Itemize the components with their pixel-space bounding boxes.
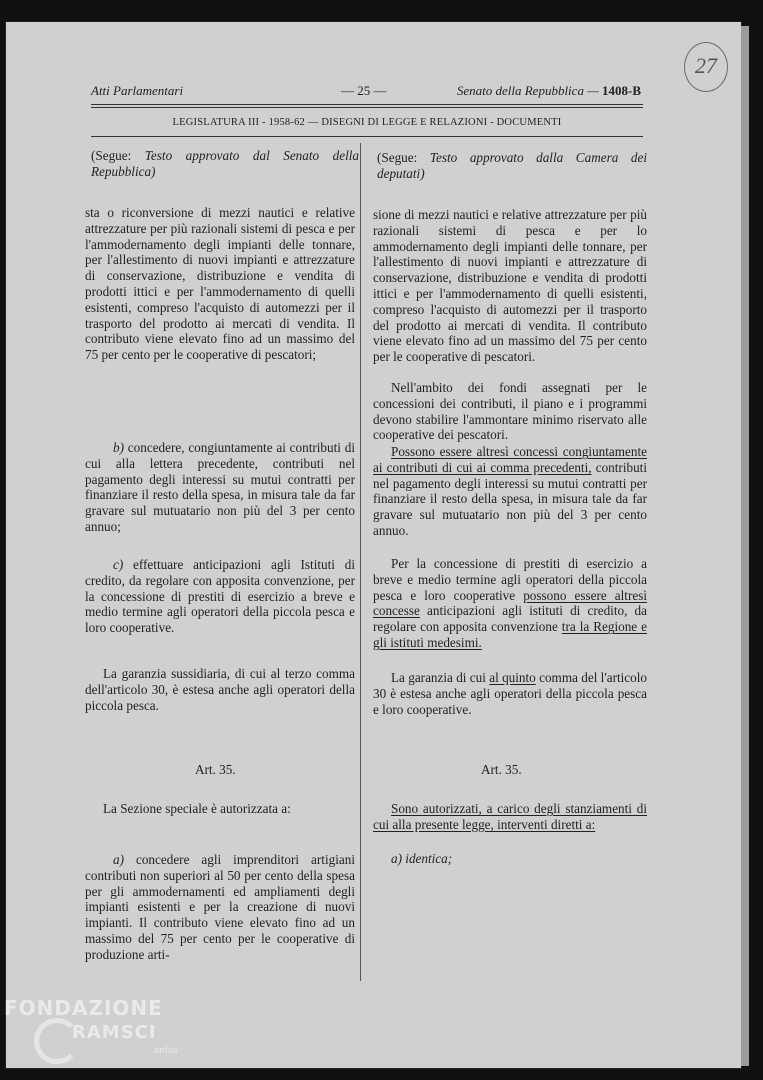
- right-segue: [377, 150, 647, 182]
- watermark-logo: [4, 996, 179, 1056]
- left-p3-text: effettuare anticipazioni agli Istituti di credito, da regolare con apposita convenzione, per la concessione di prestiti di esercizio a breve e medio termine agli operatori della piccola pesca e loro cooperative.: [85, 557, 355, 636]
- right-p3-text: contributi nel pagamento degli interessi su mutui contratti per finanziare il resto della spesa, in misura tale da far gravare sul mutuatario non più del 3 per cento annuo.: [373, 459, 647, 538]
- page-number: — 25 —: [341, 83, 387, 98]
- left-segue-prefix: (Segue:: [91, 148, 132, 163]
- right-p5-text-b: comma del l'articolo 30 è estesa anche agli operatori della piccola pesca e loro cooperative.: [373, 670, 647, 717]
- right-p7: [373, 851, 647, 867]
- right-p5: [373, 670, 647, 717]
- left-p1: sta o riconversione di mezzi nautici e relative attrezzature per più razionali sistemi di pesca e per l'ammodernamento degli impianti delle tonnare, per l'allestimento di nuovi impianti e attrezzature di conservazione, distribuzione e vendita di prodotti ittici e per l'ammodernamento di quelli esistenti, compreso l'acquisto di automezzi per il trasporto del prodotto ai mercati di vendita. Il contributo viene elevato fino ad un massimo del 75 per cento per le cooperative di pescatori;: [85, 205, 355, 363]
- left-p2: [85, 440, 355, 535]
- right-p3: [373, 444, 647, 539]
- handwritten-page-number: 27: [684, 42, 728, 92]
- right-article-heading: Art. 35.: [481, 762, 522, 777]
- right-p5-underlined: al quinto: [489, 670, 536, 685]
- right-p6: [373, 801, 647, 833]
- right-p3-underlined: Possono essere altresì concessi congiuntamente ai contributi di cui ai comma precedenti,: [373, 444, 647, 475]
- right-p2: Nell'ambito dei fondi assegnati per le concessioni dei contributi, il piano e i programmi devono stabilire l'ammontare minimo riservato alle cooperative dei pescatori.: [373, 380, 647, 443]
- left-p5: La Sezione speciale è autorizzata a:: [103, 801, 291, 816]
- right-segue-prefix: (Segue:: [377, 150, 418, 165]
- watermark-line1: FONDAZIONE: [4, 996, 163, 1020]
- left-segue-text: Testo approvato dal Senato della Repubblica): [91, 148, 359, 179]
- page-edge: [741, 26, 749, 1066]
- right-p7-letter: a): [391, 851, 402, 866]
- right-p4-underlined-2: tra la Regione e gli istituti medesimi.: [373, 619, 647, 650]
- left-p6-text: concedere agli imprenditori artigiani contributi non superiori al 50 per cento della spesa per gli ammodernamenti ed ampliamenti degli impianti esistenti e per la creazione di nuovi impianti. Il contributo viene elevato fino ad un massimo del 75 per cento per le cooperative di produzione arti-: [85, 852, 355, 962]
- right-p5-text-a: La garanzia di cui: [391, 670, 486, 685]
- right-p1: sione di mezzi nautici e relative attrezzature per più razionali sistemi di pesca e per lo ammodernamento degli impianti delle tonnare, per l'allestimento di nuovi impianti e attrezzature di conservazione, distribuzione e vendita di prodotti ittici e per l'ammodernamento di quelli esistenti, compreso l'acquisto di automezzi per il trasporto del prodotto ai mercati di vendita. Il contributo viene elevato fino ad un massimo del 75 per cento per le cooperative di pescatori.: [373, 207, 647, 365]
- left-segue: [91, 148, 359, 180]
- page-header: [91, 83, 641, 105]
- left-p3-letter: c): [113, 557, 124, 572]
- right-p4-text-a: Per la concessione di prestiti di esercizio a breve e medio termine agli operatori della piccola pesca e loro cooperative: [373, 556, 647, 603]
- left-p2-letter: b): [113, 440, 124, 455]
- column-divider: [360, 143, 361, 981]
- right-p7-text: identica;: [405, 851, 453, 866]
- left-p2-text: concedere, congiuntamente ai contributi di cui alla lettera precedente, contributi nel pagamento degli interessi su mutui contratti per finanziare il resto della spesa, in misura tale da far gravare sul mutuatario non più del 3 per cento annuo;: [85, 440, 355, 534]
- right-p4: [373, 556, 647, 651]
- header-left: Atti Parlamentari: [91, 83, 184, 98]
- header-right-text: Senato della Repubblica —: [456, 83, 599, 98]
- right-p4-text-b: anticipazioni agli istituti di credito, da regolare con apposita convenzione: [373, 603, 647, 635]
- watermark-line3: onlus: [154, 1046, 179, 1056]
- header-right: [457, 83, 641, 99]
- right-segue-text: Testo approvato dalla Camera dei deputati): [377, 150, 647, 181]
- left-p3: [85, 557, 355, 636]
- watermark-line2: RAMSCI: [72, 1022, 157, 1043]
- left-p6-letter: a): [113, 852, 124, 867]
- left-p4: La garanzia sussidiaria, di cui al terzo comma dell'articolo 30, è estesa anche agli operatori della piccola pesca.: [85, 666, 355, 713]
- left-p6: [85, 852, 355, 963]
- subheader-rule: [91, 136, 643, 137]
- document-number: 1408-B: [602, 83, 641, 98]
- right-p4-underlined-1: possono essere altresì concesse: [373, 587, 648, 619]
- subheader: LEGISLATURA III - 1958-62 — DISEGNI DI LEGGE E RELAZIONI - DOCUMENTI: [172, 117, 562, 128]
- left-article-heading: Art. 35.: [195, 762, 236, 777]
- header-rule-top: [91, 104, 643, 105]
- header-rule-double: [91, 107, 643, 108]
- right-p6-underlined: Sono autorizzati, a carico degli stanziamenti di cui alla presente legge, interventi diretti a:: [373, 801, 647, 832]
